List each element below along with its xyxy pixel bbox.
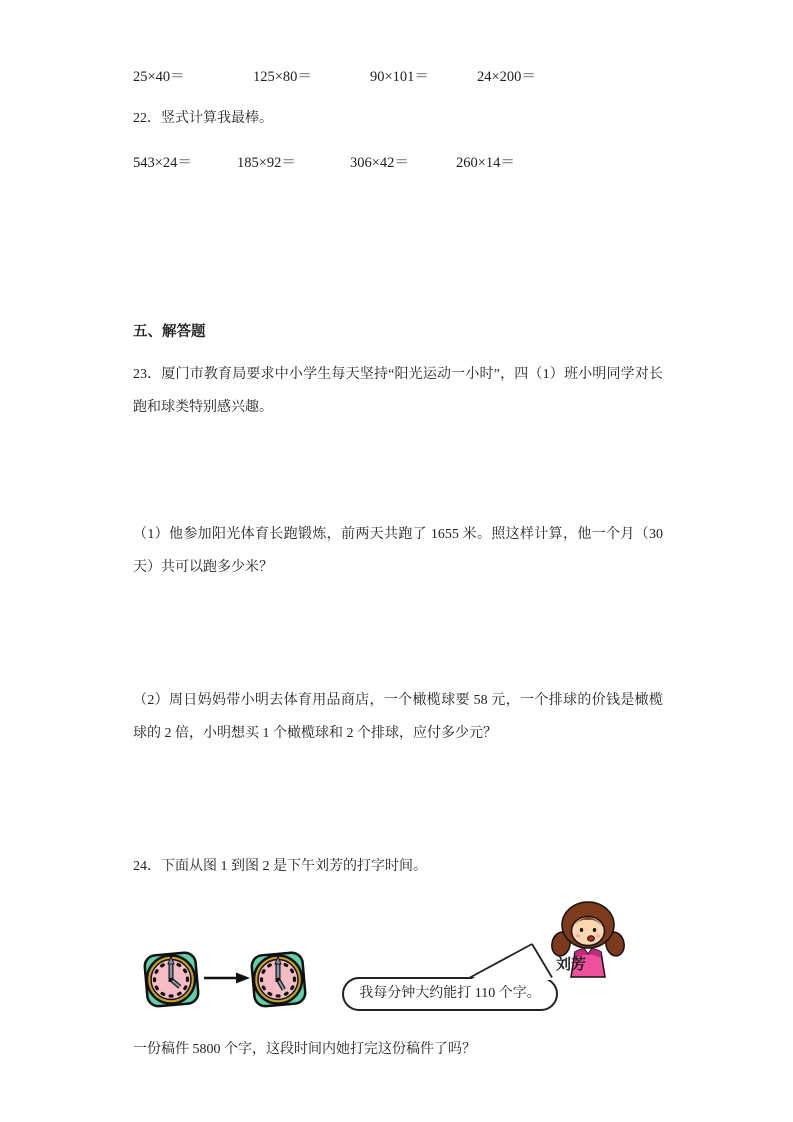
q24-stem: 24．下面从图 1 到图 2 是下午刘芳的打字时间。 <box>133 859 427 874</box>
q23-part1: （1）他参加阳光体育长跑锻炼，前两天共跑了 1655 米。照这样计算，他一个月（30天）共可以跑多少米？ <box>133 527 663 575</box>
q22-label: 22．竖式计算我最棒。 <box>133 111 273 126</box>
equation: 185×92＝ <box>237 155 296 171</box>
equation: 306×42＝ <box>350 155 409 171</box>
equation: 90×101＝ <box>370 69 429 85</box>
equation: 125×80＝ <box>253 69 312 85</box>
clock2-icon <box>248 945 310 1013</box>
speech-bubble-tail <box>450 936 565 982</box>
girl-name-label: 刘芳 <box>556 957 587 973</box>
equation: 24×200＝ <box>477 69 536 85</box>
q23-part2: （2）周日妈妈带小明去体育用品商店，一个橄榄球要 58 元，一个排球的价钱是橄榄球的 2 倍，小明想买 1 个橄榄球和 2 个排球，应付多少元？ <box>133 693 663 741</box>
speech-bubble: 我每分钟大约能打 110 个字。 <box>342 977 558 1011</box>
q24-question: 一份稿件 5800 个字，这段时间内她打完这份稿件了吗？ <box>133 1042 476 1057</box>
arrow-right-icon <box>203 971 251 985</box>
section-title: 五、解答题 <box>133 324 206 340</box>
equation: 260×14＝ <box>456 155 515 171</box>
face <box>572 917 605 946</box>
q23-stem: 23．厦门市教育局要求中小学生每天坚持“阳光运动一小时”，四（1）班小明同学对长跑和球类特别感兴趣。 <box>133 367 663 415</box>
equation: 543×24＝ <box>133 155 192 171</box>
clock1-icon <box>141 945 203 1013</box>
equation: 25×40＝ <box>133 69 185 85</box>
